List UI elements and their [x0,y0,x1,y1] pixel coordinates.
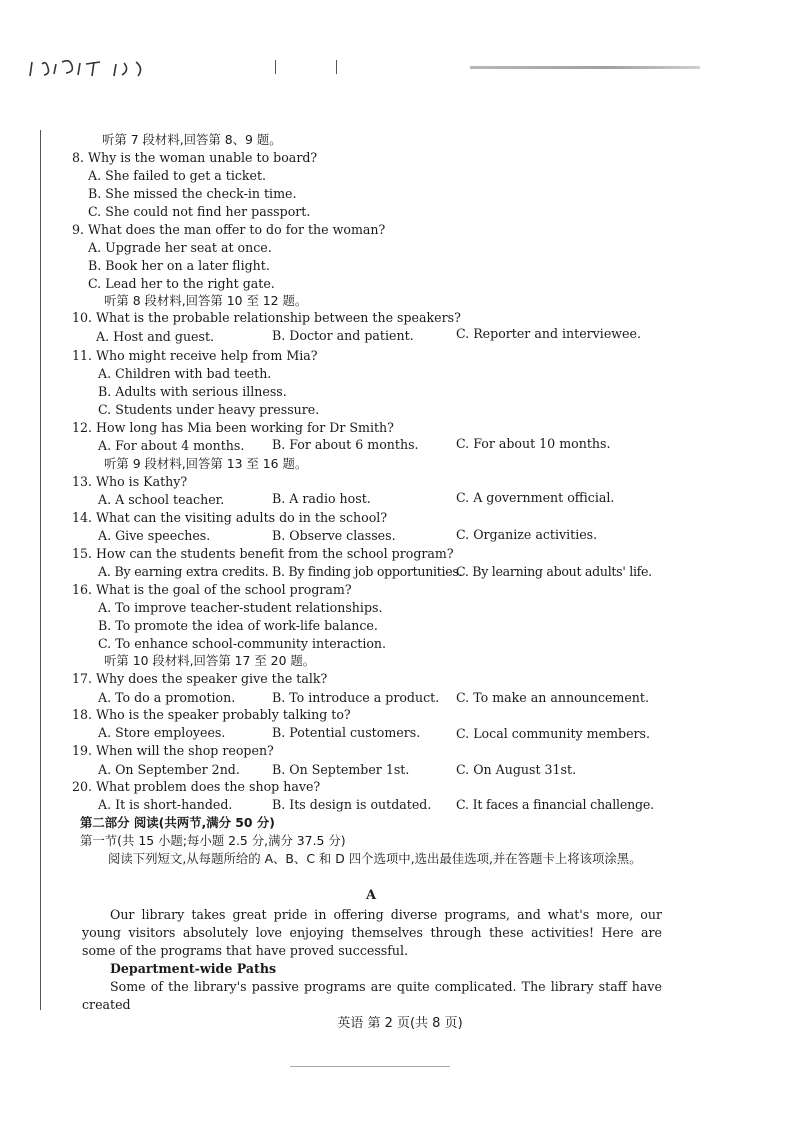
passage-label: A [366,888,377,903]
section-title: 第一节(共 15 小题;每小题 2.5 分,满分 37.5 分) [80,833,346,848]
option-b: B. Potential customers. [272,725,421,740]
option-c: C. To enhance school-community interaction. [98,636,387,651]
question-stem: 10. What is the probable relationship between the speakers? [72,310,461,325]
question-stem: 9. What does the man offer to do for the woman? [72,222,386,237]
option-c: C. To make an announcement. [456,690,649,705]
option-c: C. Local community members. [456,726,651,741]
option-a: A. Upgrade her seat at once. [88,240,272,255]
option-b: B. Doctor and patient. [272,328,414,343]
paragraph-text: Our library takes great pride in offering diverse programs, and what's more, our young visitors absolutely love enjoying themselves through these activities! Here are some of the programs that have proved successful. [82,907,662,959]
option-b: B. To promote the idea of work-life balance. [98,618,378,633]
option-a: A. Give speeches. [98,528,211,543]
option-a: A. By earning extra credits. [98,564,269,579]
option-a: A. To do a promotion. [98,690,236,705]
paragraph-text: Some of the library's passive programs are quite complicated. The library staff have created [82,979,662,1013]
option-c: C. She could not find her passport. [88,204,311,219]
instruction-line: 听第 10 段材料,回答第 17 至 20 题。 [104,653,316,668]
option-b: B. To introduce a product. [272,690,440,705]
option-b: B. Book her on a later flight. [88,258,270,273]
question-stem: 13. Who is Kathy? [72,474,188,489]
option-c: C. By learning about adults' life. [456,564,652,579]
option-a: A. She failed to get a ticket. [88,168,267,183]
option-c: C. A government official. [456,490,615,505]
option-b: B. On September 1st. [272,762,410,777]
reading-instruction: 阅读下列短文,从每题所给的 A、B、C 和 D 四个选项中,选出最佳选项,并在答题卡上将该项涂黑。 [108,851,642,866]
option-a: A. Store employees. [98,725,226,740]
option-c: C. For about 10 months. [456,436,611,451]
scan-scribble-mark [26,58,176,80]
option-a: A. To improve teacher-student relationships. [98,600,383,615]
question-stem: 15. How can the students benefit from the school program? [72,546,454,561]
option-b: B. Its design is outdated. [272,797,432,812]
option-a: A. Host and guest. [96,329,215,344]
option-a: A. For about 4 months. [98,438,245,453]
option-c: C. Students under heavy pressure. [98,402,320,417]
question-stem: 17. Why does the speaker give the talk? [72,671,328,686]
instruction-line: 听第 8 段材料,回答第 10 至 12 题。 [104,293,308,308]
binding-margin-rule [40,130,41,1010]
option-b: B. A radio host. [272,491,371,506]
question-stem: 20. What problem does the shop have? [72,779,321,794]
scan-box-mark [275,60,337,74]
option-c: C. On August 31st. [456,762,577,777]
question-stem: 11. Who might receive help from Mia? [72,348,318,363]
scan-bottom-mark [290,1066,450,1067]
option-b: B. She missed the check-in time. [88,186,297,201]
option-c: C. Reporter and interviewee. [456,326,641,341]
question-stem: 16. What is the goal of the school program? [72,582,352,597]
option-a: A. Children with bad teeth. [98,366,272,381]
option-a: A. It is short-handed. [98,797,233,812]
passage-paragraph [82,906,662,961]
question-stem: 8. Why is the woman unable to board? [72,150,318,165]
passage-subheading: Department-wide Paths [110,961,277,976]
option-b: B. Adults with serious illness. [98,384,287,399]
scan-edge-line [470,66,700,69]
option-c: C. Lead her to the right gate. [88,276,275,291]
question-stem: 12. How long has Mia been working for Dr Smith? [72,420,394,435]
instruction-line: 听第 9 段材料,回答第 13 至 16 题。 [104,456,308,471]
option-c: C. Organize activities. [456,527,598,542]
question-stem: 19. When will the shop reopen? [72,743,274,758]
part-title: 第二部分 阅读(共两节,满分 50 分) [80,815,275,830]
page-footer: 英语 第 2 页(共 8 页) [337,1016,463,1031]
option-a: A. A school teacher. [98,492,225,507]
instruction-line: 听第 7 段材料,回答第 8、9 题。 [102,132,282,147]
option-a: A. On September 2nd. [98,762,240,777]
option-b: B. Observe classes. [272,528,396,543]
option-b: B. For about 6 months. [272,437,419,452]
option-c: C. It faces a financial challenge. [456,797,654,812]
option-b: B. By finding job opportunities. [272,564,463,579]
passage-paragraph [82,978,662,1014]
question-stem: 18. Who is the speaker probably talking to? [72,707,351,722]
question-stem: 14. What can the visiting adults do in the school? [72,510,388,525]
